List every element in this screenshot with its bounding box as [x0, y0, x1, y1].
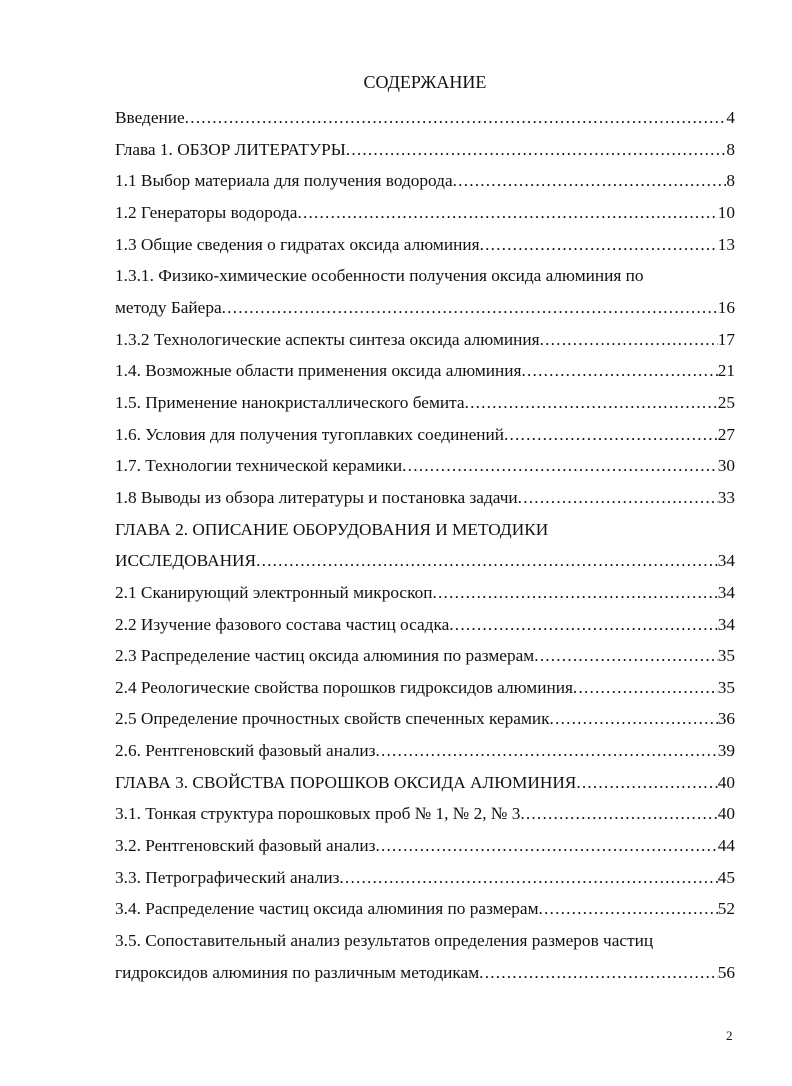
leader-dots: [339, 862, 717, 894]
toc-entry-title: 1.6. Условия для получения тугоплавких соединений: [115, 424, 504, 444]
leader-dots: [534, 640, 718, 672]
toc-entry-title: 3.1. Тонкая структура порошковых проб № 1, № 2, № 3: [115, 804, 521, 824]
toc-entry-title: 2.5 Определение прочностных свойств спеченных керамик: [115, 709, 550, 729]
toc-entry-title: 1.5. Применение нанокристаллического бемита: [115, 392, 465, 412]
toc-entry-page: 30: [717, 456, 735, 476]
leader-dots: [504, 419, 718, 451]
toc-entry-page: 17: [717, 329, 735, 349]
leader-dots: [222, 292, 718, 324]
leader-dots: [573, 672, 718, 704]
leader-dots: [433, 577, 718, 609]
toc-entry-page: 16: [717, 297, 735, 317]
leader-dots: [480, 229, 718, 261]
leader-dots: [465, 387, 718, 419]
leader-dots: [540, 324, 718, 356]
toc-entry-title: 2.1 Сканирующий электронный микроскоп: [115, 582, 433, 602]
toc-entry[interactable]: [115, 229, 735, 261]
toc-entry-title: 3.2. Рентгеновский фазовый анализ: [115, 836, 376, 856]
toc-entry-page: 4: [726, 108, 735, 127]
toc-entry-page: 52: [717, 899, 735, 919]
toc-entry-title: методу Байера: [115, 297, 222, 317]
toc-entry-title: 2.2 Изучение фазового состава частиц осадка: [115, 614, 450, 634]
toc-entry[interactable]: [115, 102, 735, 134]
toc-entry-title: 2.6. Рентгеновский фазовый анализ: [115, 741, 376, 761]
toc-entry-page: 56: [717, 962, 735, 982]
toc-entry-title: Введение: [115, 108, 185, 127]
toc-entry[interactable]: [115, 387, 735, 419]
toc-entry[interactable]: [115, 482, 735, 514]
toc-entry[interactable]: [115, 735, 735, 767]
toc-entry[interactable]: [115, 324, 735, 356]
toc-entry[interactable]: [115, 798, 735, 830]
toc-entry-title: 1.3.2 Технологические аспекты синтеза оксида алюминия: [115, 329, 540, 349]
leader-dots: [346, 134, 727, 166]
toc-entry-title: 2.4 Реологические свойства порошков гидроксидов алюминия: [115, 677, 573, 697]
toc-entry-page: 34: [717, 582, 735, 602]
leader-dots: [449, 609, 717, 641]
toc-entry-title: 1.1 Выбор материала для получения водорода: [115, 171, 453, 191]
toc-entry[interactable]: [115, 355, 735, 387]
toc-entry-page: 10: [717, 202, 735, 222]
toc-entry-heading-line: 3.5. Сопоставительный анализ результатов определения размеров частиц: [115, 931, 654, 951]
toc-entry-page: 35: [717, 646, 735, 666]
leader-dots: [518, 482, 718, 514]
toc-entry[interactable]: [115, 893, 735, 925]
page-title: СОДЕРЖАНИЕ: [363, 72, 487, 92]
toc-entry-heading-line: ГЛАВА 2. ОПИСАНИЕ ОБОРУДОВАНИЯ И МЕТОДИКИ: [115, 519, 549, 539]
leader-dots: [479, 957, 718, 989]
toc-entry-page: 45: [717, 867, 735, 887]
leader-dots: [539, 893, 718, 925]
toc-entry[interactable]: [115, 197, 735, 229]
toc-entry-page: 34: [717, 614, 735, 634]
toc-entry-page: 25: [717, 392, 735, 412]
leader-dots: [256, 545, 718, 577]
toc-entry[interactable]: [115, 830, 735, 862]
leader-dots: [297, 197, 717, 229]
toc-entry-title: 1.7. Технологии технической керамики: [115, 456, 403, 476]
leader-dots: [375, 735, 717, 767]
page-number: 2: [726, 1028, 733, 1043]
toc-entry-title: ГЛАВА 3. СВОЙСТВА ПОРОШКОВ ОКСИДА АЛЮМИНИЯ: [115, 772, 577, 792]
table-of-contents: [115, 102, 735, 988]
toc-entry[interactable]: [115, 577, 735, 609]
toc-entry-page: 33: [717, 487, 735, 507]
toc-entry-title: 2.3 Распределение частиц оксида алюминия по размерам: [115, 646, 535, 666]
leader-dots: [520, 798, 717, 830]
toc-entry[interactable]: [115, 292, 735, 324]
toc-entry[interactable]: [115, 767, 735, 799]
toc-entry-page: 40: [717, 772, 735, 792]
toc-entry-page: 44: [717, 836, 735, 856]
toc-entry-page: 40: [717, 804, 735, 824]
leader-dots: [402, 450, 718, 482]
toc-entry-title: 3.3. Петрографический анализ: [115, 867, 340, 887]
leader-dots: [375, 830, 717, 862]
toc-entry-page: 8: [726, 139, 735, 159]
toc-entry-title: 1.3 Общие сведения о гидратах оксида алюминия: [115, 234, 480, 254]
leader-dots: [576, 767, 717, 799]
toc-entry[interactable]: [115, 957, 735, 989]
toc-entry[interactable]: [115, 450, 735, 482]
toc-entry[interactable]: [115, 640, 735, 672]
leader-dots: [453, 165, 727, 197]
leader-dots: [522, 355, 718, 387]
toc-entry-page: 13: [717, 234, 735, 254]
leader-dots: [185, 102, 727, 134]
toc-entry[interactable]: [115, 134, 735, 166]
toc-entry[interactable]: [115, 703, 735, 735]
leader-dots: [550, 703, 718, 735]
toc-entry-page: 8: [726, 171, 735, 191]
toc-entry-heading-line: 1.3.1. Физико-химические особенности получения оксида алюминия по: [115, 266, 644, 286]
toc-entry[interactable]: [115, 165, 735, 197]
toc-entry[interactable]: [115, 419, 735, 451]
toc-entry-title: 1.8 Выводы из обзора литературы и постановка задачи: [115, 487, 518, 507]
toc-entry-page: 36: [717, 709, 735, 729]
toc-entry-page: 34: [717, 551, 735, 571]
toc-entry-page: 21: [717, 361, 735, 381]
toc-entry-title: ИССЛЕДОВАНИЯ: [115, 551, 257, 571]
toc-entry-page: 39: [717, 741, 735, 761]
toc-entry[interactable]: [115, 609, 735, 641]
toc-entry-title: 1.4. Возможные области применения оксида алюминия: [115, 361, 522, 381]
toc-entry-title: Глава 1. ОБЗОР ЛИТЕРАТУРЫ: [115, 139, 346, 159]
toc-entry[interactable]: [115, 672, 735, 704]
toc-entry-title: 3.4. Распределение частиц оксида алюминия по размерам: [115, 899, 539, 919]
toc-entry-title: 1.2 Генераторы водорода: [115, 202, 298, 222]
toc-entry[interactable]: [115, 862, 735, 894]
toc-entry-page: 35: [717, 677, 735, 697]
toc-entry-title: гидроксидов алюминия по различным методикам: [115, 962, 480, 982]
toc-entry[interactable]: [115, 545, 735, 577]
toc-entry-page: 27: [717, 424, 735, 444]
